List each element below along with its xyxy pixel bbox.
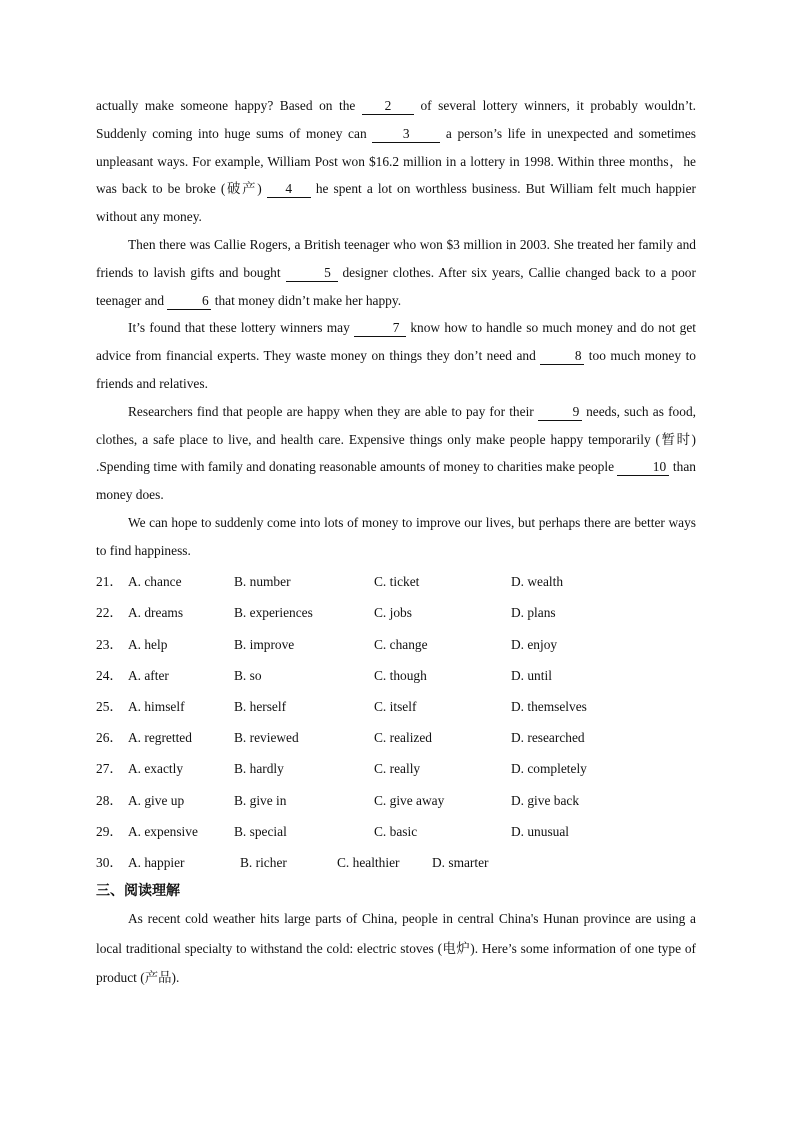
question-number: 27． (96, 761, 123, 777)
question-number: 24． (96, 667, 123, 683)
blank-2: 2 (362, 98, 414, 115)
text: designer clothes. After six years, Callie changed back to a poor teenager and (96, 264, 696, 308)
option-b: B. improve (234, 636, 295, 652)
question-number: 30． (96, 854, 123, 870)
question-number: 29． (96, 823, 123, 839)
option-d: D. researched (511, 730, 585, 746)
option-a: A. chance (128, 574, 182, 590)
blank-4: 4 (267, 181, 311, 198)
section-title: 三、阅读理解 (96, 883, 180, 900)
option-a: A. after (128, 667, 169, 683)
question-row-22 (96, 598, 696, 629)
question-row-25 (96, 691, 696, 722)
option-c: C. realized (374, 730, 432, 746)
text: of several lottery winners, it probably wouldn’t. Suddenly coming into huge sums of money can (96, 98, 696, 141)
option-b: B. special (234, 823, 287, 839)
question-row-21 (96, 567, 696, 598)
worksheet-page (96, 92, 696, 993)
question-row-29 (96, 816, 696, 847)
option-c: C. though (374, 667, 427, 683)
option-a: A. expensive (128, 823, 198, 839)
text: know how to handle so much money and do not get advice from financial experts. They waste money on things they don’t need and (96, 320, 696, 364)
question-number: 23． (96, 636, 123, 652)
question-number: 28． (96, 792, 123, 808)
option-d: D. give back (511, 792, 580, 808)
blank-10: 10 (617, 459, 669, 476)
text: It’s found that these lottery winners may (128, 320, 350, 336)
text: Then there was Callie Rogers, a British teenager who won $3 million in 2003. She treated her family and friends to lavish gifts and bought (96, 236, 696, 280)
option-c: C. really (374, 761, 421, 777)
option-c: C. jobs (374, 605, 412, 621)
text: We can hope to suddenly come into lots of money to improve our lives, but perhaps there are better ways to find happiness. (96, 514, 696, 558)
option-b: B. number (234, 574, 291, 590)
blank-6: 6 (167, 293, 211, 310)
option-c: C. change (374, 636, 428, 652)
question-row-28 (96, 785, 696, 816)
blank-7: 7 (354, 320, 406, 337)
passage-paragraph-4 (96, 398, 696, 509)
option-c: C. healthier (337, 854, 400, 870)
passage-paragraph-1 (96, 92, 696, 231)
option-c: C. basic (374, 823, 418, 839)
option-c: C. give away (374, 792, 445, 808)
text: than money does. (96, 459, 696, 503)
question-row-24 (96, 660, 696, 691)
text: a person’s life in unexpected and sometimes unpleasant ways. For example, William Post won $16.2 million in a lottery in 1998. Within three months，he was back to be broke (破产) (96, 125, 696, 197)
passage-paragraph-3 (96, 314, 696, 397)
text: actually make someone happy? Based on the (96, 98, 356, 113)
blank-3: 3 (372, 126, 440, 143)
question-number: 25． (96, 698, 123, 714)
option-b: B. so (234, 667, 262, 683)
option-a: A. happier (128, 854, 185, 870)
option-a: A. himself (128, 698, 185, 714)
question-row-27 (96, 754, 696, 785)
option-a: A. dreams (128, 605, 184, 621)
option-d: D. plans (511, 605, 556, 621)
option-b: B. hardly (234, 761, 284, 777)
option-a: A. help (128, 636, 168, 652)
text: he spent a lot on worthless business. But William felt much happier without any money. (96, 181, 696, 225)
option-b: B. experiences (234, 605, 313, 621)
option-a: A. give up (128, 792, 185, 808)
question-row-30 (96, 847, 696, 878)
option-c: C. itself (374, 698, 417, 714)
question-number: 21． (96, 574, 123, 590)
option-d: D. until (511, 667, 552, 683)
passage-paragraph-5 (96, 509, 696, 565)
option-b: B. reviewed (234, 730, 299, 746)
option-d: D. smarter (432, 854, 489, 870)
option-d: D. themselves (511, 698, 587, 714)
option-b: B. herself (234, 698, 287, 714)
option-d: D. unusual (511, 823, 570, 839)
option-a: A. regretted (128, 730, 192, 746)
question-number: 22． (96, 605, 123, 621)
question-row-23 (96, 629, 696, 660)
question-row-26 (96, 722, 696, 753)
blank-9: 9 (538, 404, 582, 421)
option-d: D. wealth (511, 574, 564, 590)
option-a: A. exactly (128, 761, 184, 777)
text: needs, such as food, clothes, a safe place to live, and health care. Expensive things only make people happy temporarily (暂时) .Spending time with family and donating reasonable amounts of money to charities make people (96, 403, 696, 475)
option-c: C. ticket (374, 574, 420, 590)
text: Researchers find that people are happy when they are able to pay for their (128, 403, 534, 419)
option-d: D. enjoy (511, 636, 558, 652)
question-options-list (96, 567, 696, 879)
blank-5: 5 (286, 265, 338, 282)
reading-intro: As recent cold weather hits large parts of China, people in central China's Hunan province are using a local traditional specialty to withstand the cold: electric stoves (电炉). Here’s some information of one type of product (产品). (96, 911, 696, 986)
blank-8: 8 (540, 348, 584, 365)
question-number: 26． (96, 730, 123, 746)
passage-paragraph-2 (96, 231, 696, 314)
option-b: B. give in (234, 792, 287, 808)
text: that money didn’t make her happy. (214, 292, 402, 308)
option-b: B. richer (240, 854, 287, 870)
option-d: D. completely (511, 761, 587, 777)
text: too much money to friends and relatives. (96, 348, 696, 391)
